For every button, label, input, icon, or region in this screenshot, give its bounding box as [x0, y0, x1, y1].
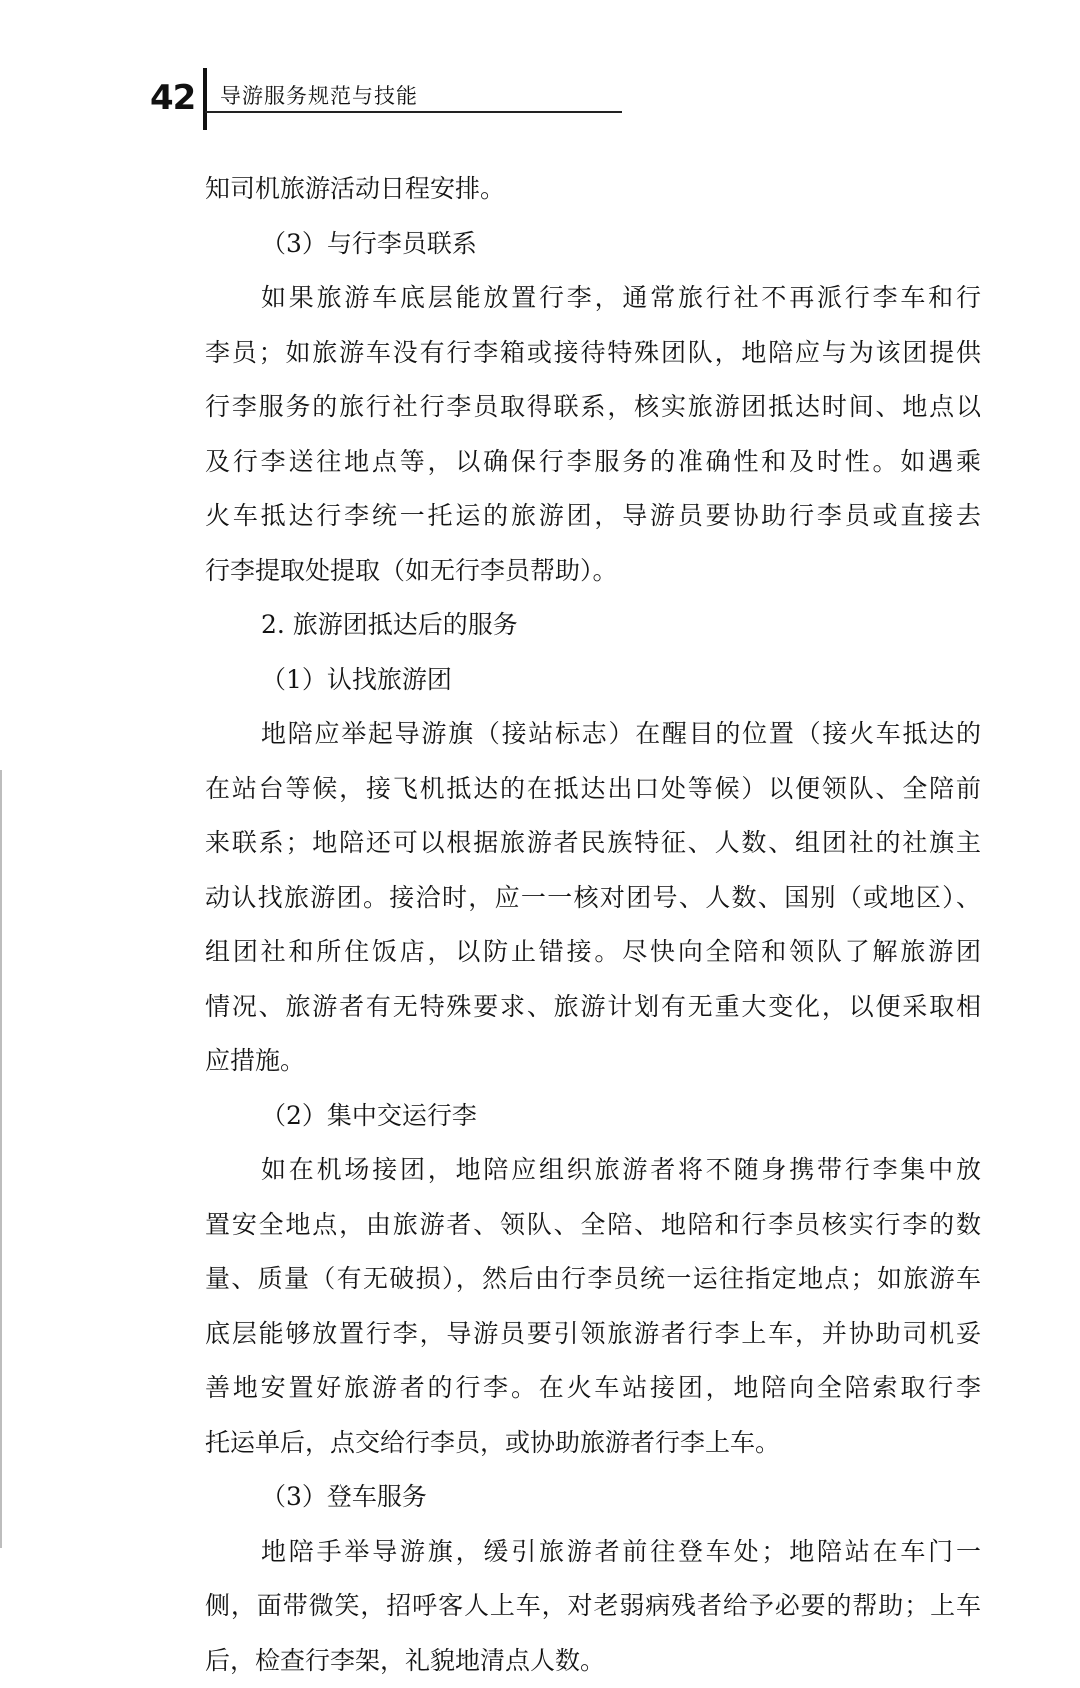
- scan-edge-line: [0, 770, 2, 1548]
- text-line: 知司机旅游活动日程安排。: [205, 162, 981, 217]
- text-line: 在站台等候，接飞机抵达的在抵达出口处等候）以便领队、全陪前: [205, 762, 981, 817]
- text-line: 行李提取处提取（如无行李员帮助）。: [205, 544, 981, 599]
- text-line: 如果旅游车底层能放置行李，通常旅行社不再派行李车和行: [205, 271, 981, 326]
- text-line: 量、质量（有无破损），然后由行李员统一运往指定地点；如旅游车: [205, 1252, 981, 1307]
- header-vertical-bar: [203, 68, 207, 130]
- text-line: 善地安置好旅游者的行李。在火车站接团，地陪向全陪索取行李: [205, 1361, 981, 1416]
- text-line: 李员；如旅游车没有行李箱或接待特殊团队，地陪应与为该团提供: [205, 326, 981, 381]
- section-heading: 2. 旅游团抵达后的服务: [205, 598, 981, 653]
- text-line: 行李服务的旅行社行李员取得联系，核实旅游团抵达时间、地点以: [205, 380, 981, 435]
- subheading: （2）集中交运行李: [205, 1089, 981, 1144]
- text-line: 地陪应举起导游旗（接站标志）在醒目的位置（接火车抵达的: [205, 707, 981, 762]
- running-header: [0, 0, 1080, 140]
- text-line: 置安全地点，由旅游者、领队、全陪、地陪和行李员核实行李的数: [205, 1198, 981, 1253]
- text-line: 底层能够放置行李，导游员要引领旅游者行李上车，并协助司机妥: [205, 1307, 981, 1362]
- page-number: 42: [150, 78, 195, 118]
- subheading: （3）与行李员联系: [205, 217, 981, 272]
- text-line: 如在机场接团，地陪应组织旅游者将不随身携带行李集中放: [205, 1143, 981, 1198]
- text-line: 来联系；地陪还可以根据旅游者民族特征、人数、组团社的社旗主: [205, 816, 981, 871]
- text-line: 组团社和所住饭店，以防止错接。尽快向全陪和领队了解旅游团: [205, 925, 981, 980]
- text-line: 及行李送往地点等，以确保行李服务的准确性和及时性。如遇乘: [205, 435, 981, 490]
- subheading: （3）登车服务: [205, 1470, 981, 1525]
- header-rule: [205, 111, 622, 113]
- book-title: 导游服务规范与技能: [220, 82, 418, 110]
- text-line: 情况、旅游者有无特殊要求、旅游计划有无重大变化，以便采取相: [205, 980, 981, 1035]
- text-line: 侧，面带微笑，招呼客人上车，对老弱病残者给予必要的帮助；上车: [205, 1579, 981, 1634]
- subheading: （1）认找旅游团: [205, 653, 981, 708]
- text-line: 应措施。: [205, 1034, 981, 1089]
- text-line: 后，检查行李架，礼貌地清点人数。: [205, 1634, 981, 1688]
- text-line: 动认找旅游团。接洽时，应一一核对团号、人数、国别（或地区）、: [205, 871, 981, 926]
- text-line: 托运单后，点交给行李员，或协助旅游者行李上车。: [205, 1416, 981, 1471]
- text-line: 地陪手举导游旗，缓引旅游者前往登车处；地陪站在车门一: [205, 1525, 981, 1580]
- body-text: [205, 162, 981, 1688]
- text-line: 火车抵达行李统一托运的旅游团，导游员要协助行李员或直接去: [205, 489, 981, 544]
